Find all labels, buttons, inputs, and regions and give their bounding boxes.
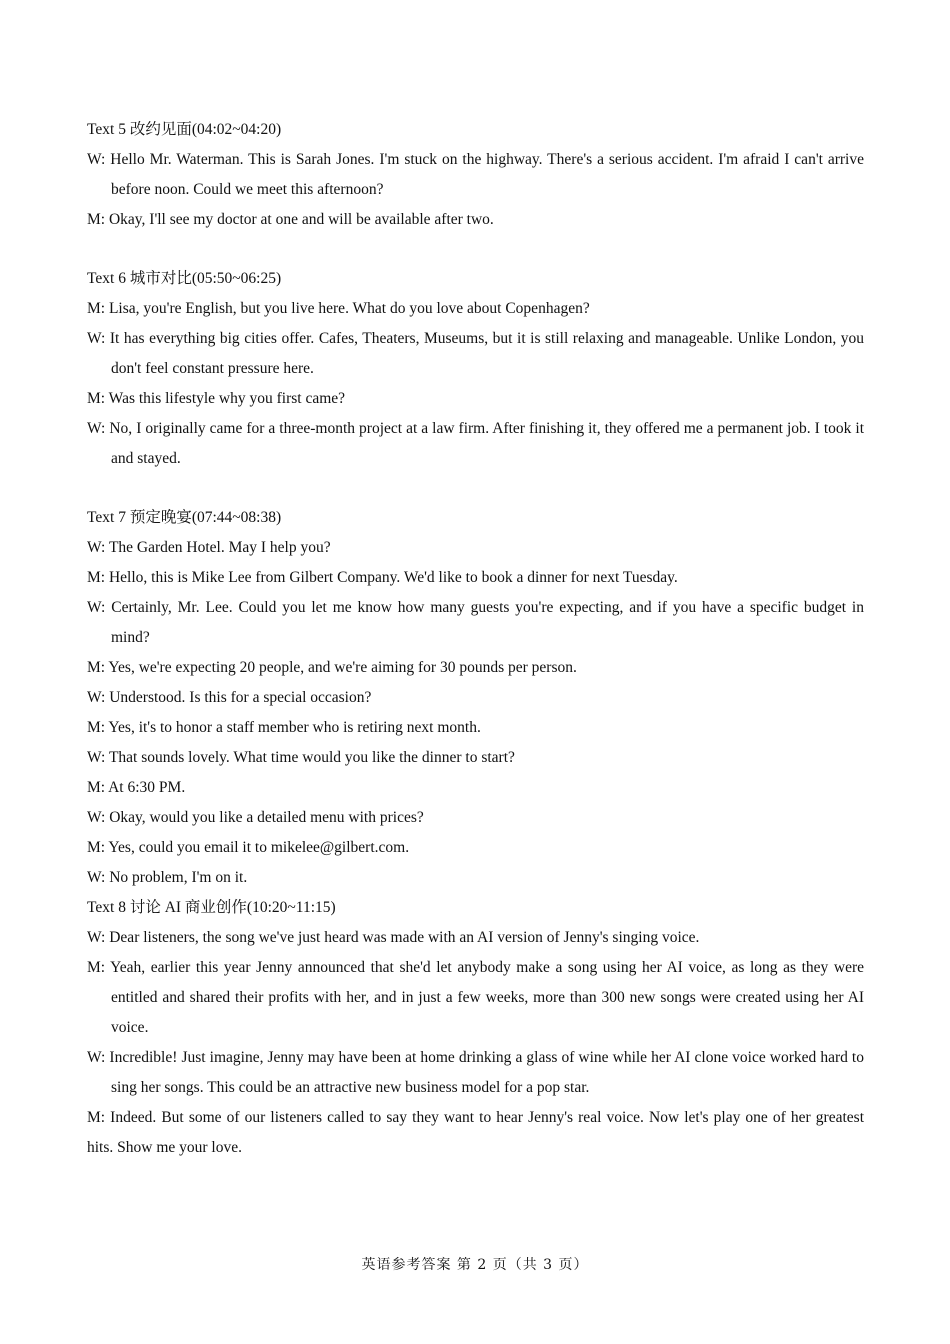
- page-footer: 英语参考答案 第 2 页（共 3 页）: [361, 1257, 589, 1273]
- dialogue-line: W: Certainly, Mr. Lee. Could you let me know how many guests you're expecting, and if you have a specific budget in mind?: [87, 599, 864, 646]
- dialogue-line: W: Hello Mr. Waterman. This is Sarah Jones. I'm stuck on the highway. There's a serious accident. I'm afraid I can't arrive before noon. Could we meet this afternoon?: [87, 151, 864, 198]
- dialogue-line: M: Indeed. But some of our listeners called to say they want to hear Jenny's real voice. Now let's play one of her greatest hits. Show me your love.: [87, 1109, 864, 1156]
- section-heading: Text 5 改约见面(04:02~04:20): [87, 121, 282, 138]
- dialogue-line: M: Yes, we're expecting 20 people, and we're aiming for 30 pounds per person.: [87, 659, 577, 676]
- dialogue-line: M: At 6:30 PM.: [87, 779, 186, 796]
- dialogue-line: M: Okay, I'll see my doctor at one and will be available after two.: [87, 211, 494, 228]
- section-text-7: [87, 503, 864, 893]
- dialogue-line: M: Was this lifestyle why you first came?: [87, 390, 346, 407]
- dialogue-line: W: The Garden Hotel. May I help you?: [87, 539, 331, 556]
- dialogue-line: W: That sounds lovely. What time would you like the dinner to start?: [87, 749, 515, 766]
- dialogue-line: W: It has everything big cities offer. Cafes, Theaters, Museums, but it is still relaxing and manageable. Unlike London, you don't feel constant pressure here.: [87, 330, 864, 377]
- dialogue-line: W: Understood. Is this for a special occasion?: [87, 689, 372, 706]
- section-heading: Text 8 讨论 AI 商业创作(10:20~11:15): [87, 899, 336, 916]
- dialogue-line: W: Okay, would you like a detailed menu with prices?: [87, 809, 424, 826]
- dialogue-line: W: No problem, I'm on it.: [87, 869, 248, 886]
- section-text-8: [87, 893, 864, 1163]
- section-heading: Text 6 城市对比(05:50~06:25): [87, 270, 282, 287]
- dialogue-line: W: No, I originally came for a three-month project at a law firm. After finishing it, they offered me a permanent job. I took it and stayed.: [87, 420, 864, 467]
- dialogue-line: W: Dear listeners, the song we've just heard was made with an AI version of Jenny's singing voice.: [87, 929, 700, 946]
- dialogue-line: M: Yeah, earlier this year Jenny announced that she'd let anybody make a song using her AI voice, as long as they were entitled and shared their profits with her, and in just a few weeks, more than 300 new songs were created using her AI voice.: [87, 959, 864, 1036]
- dialogue-line: M: Yes, it's to honor a staff member who is retiring next month.: [87, 719, 481, 736]
- section-text-5: [87, 115, 864, 235]
- dialogue-line: M: Lisa, you're English, but you live here. What do you love about Copenhagen?: [87, 300, 590, 317]
- dialogue-line: W: Incredible! Just imagine, Jenny may have been at home drinking a glass of wine while her AI clone voice worked hard to sing her songs. This could be an attractive new business model for a pop star.: [87, 1049, 864, 1096]
- section-text-6: [87, 264, 864, 474]
- dialogue-line: M: Hello, this is Mike Lee from Gilbert Company. We'd like to book a dinner for next Tuesday.: [87, 569, 678, 586]
- dialogue-line: M: Yes, could you email it to mikelee@gilbert.com.: [87, 839, 410, 856]
- transcript-content: [87, 115, 864, 1163]
- section-heading: Text 7 预定晚宴(07:44~08:38): [87, 509, 282, 526]
